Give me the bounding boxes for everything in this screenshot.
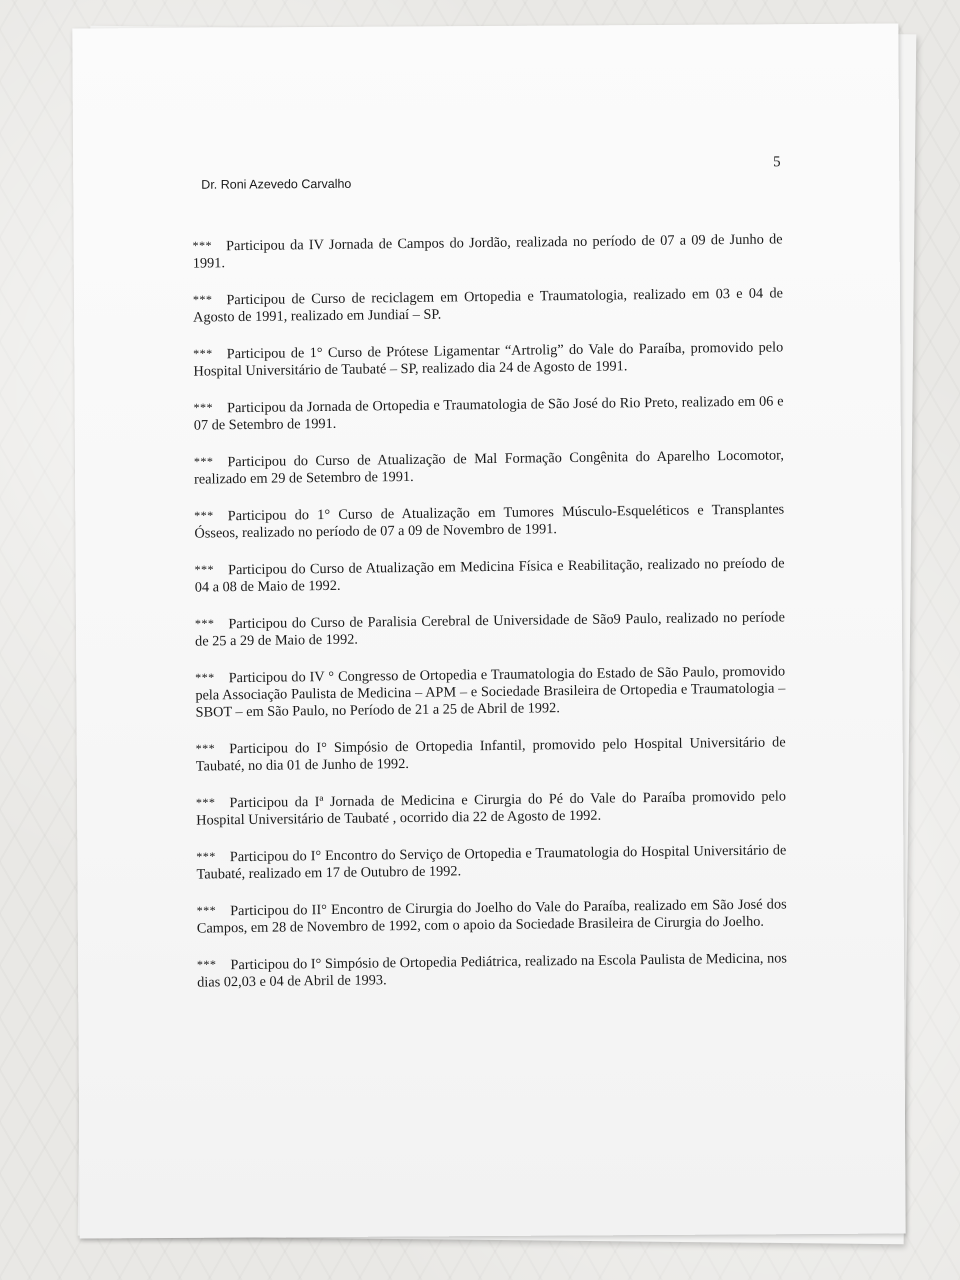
entry-item [196, 841, 786, 883]
entry-item [195, 662, 786, 721]
page-number: 5 [773, 154, 781, 171]
entry-text: Participou do 1° Curso de Atualização em Tumores Músculo-Esqueléticos e Transplantes Ósseos, realizado no período de 07 a 09 de Novembro de 1991. [194, 501, 785, 542]
entry-bullet: *** [195, 795, 216, 810]
entry-bullet: *** [196, 903, 217, 918]
entry-text: Participou da IV Jornada de Campos do Jordão, realizada no período de 07 a 09 de Junho de 1991. [192, 231, 783, 272]
entry-item [197, 895, 787, 937]
entry-item [192, 230, 782, 272]
entry-bullet: *** [195, 741, 216, 756]
entry-bullet: *** [196, 957, 217, 972]
entry-item [194, 500, 784, 542]
document-page [72, 23, 905, 1238]
author-header: Dr. Roni Azevedo Carvalho [201, 176, 352, 192]
entry-bullet: *** [193, 346, 213, 361]
entry-list [193, 232, 788, 1009]
entry-text: Participou do I° Simpósio de Ortopedia Infantil, promovido pelo Hospital Universitário de Taubaté, no dia 01 de Junho de 1992. [195, 734, 786, 775]
entry-text: Participou do Curso de Paralisia Cerebral de Universidade de São9 Paulo, realizado no període de 25 a 29 de Maio de 1992. [195, 609, 785, 650]
entry-item [193, 392, 783, 434]
entry-text: Participou da Iª Jornada de Medicina e Cirurgia do Pé do Vale do Paraíba promovido pelo Hospital Universitário de Taubaté , ocorrido dia 22 de Agosto de 1992. [196, 788, 787, 829]
entry-text: Participou do IV ° Congresso de Ortopedia e Traumatologia do Estado de São Paulo, promovido pela Associação Paulista de Medicina – APM – e Sociedade Brasileira de Ortopedia e Traumatologia – SBOT – em São Paulo, no Período de 21 a 25 de Abril de 1992. [195, 663, 786, 721]
entry-text: Participou do II° Encontro de Cirurgia do Joelho do Vale do Paraíba, realizado em São José dos Campos, em 28 de Novembro de 1992, com o apoio da Sociedade Brasileira de Cirurgia do Joelho. [196, 896, 787, 937]
entry-bullet: *** [193, 400, 214, 415]
entry-bullet: *** [192, 238, 213, 253]
entry-bullet: *** [193, 454, 214, 469]
entry-item [193, 284, 783, 326]
entry-bullet: *** [194, 616, 215, 631]
entry-bullet: *** [194, 562, 215, 577]
entry-item [196, 733, 786, 775]
entry-item [194, 554, 784, 596]
entry-item [193, 338, 783, 380]
entry-text: Participou do Curso de Atualização em Medicina Física e Reabilitação, realizado no preíodo de 04 a 08 de Maio de 1992. [194, 555, 785, 596]
entry-bullet: *** [195, 670, 215, 685]
entry-text: Participou de 1° Curso de Prótese Ligamentar “Artrolig” do Vale do Paraíba, promovido pelo Hospital Universitário de Taubaté – SP, realizado dia 24 de Agosto de 1991. [193, 339, 784, 380]
entry-text: Participou do Curso de Atualização de Mal Formação Congênita do Aparelho Locomotor, realizado em 29 de Setembro de 1991. [194, 447, 784, 488]
entry-text: Participou do I° Simpósio de Ortopedia Pediátrica, realizado na Escola Paulista de Medicina, nos dias 02,03 e 04 de Abril de 1993. [197, 950, 788, 991]
entry-item [194, 446, 784, 488]
entry-item [196, 787, 786, 829]
entry-item [197, 949, 787, 991]
entry-bullet: *** [196, 849, 216, 864]
entry-text: Participou de Curso de reciclagem em Ortopedia e Traumatologia, realizado em 03 e 04 de Agosto de 1991, realizado em Jundiaí – SP. [193, 285, 783, 326]
entry-item [195, 608, 785, 650]
entry-bullet: *** [194, 508, 214, 523]
entry-text: Participou do I° Encontro do Serviço de Ortopedia e Traumatologia do Hospital Universitário de Taubaté, realizado em 17 de Outubro de 1992. [196, 842, 787, 883]
entry-bullet: *** [192, 292, 213, 307]
entry-text: Participou da Jornada de Ortopedia e Traumatologia de São José do Rio Preto, realizado em 06 e 07 de Setembro de 1991. [193, 393, 784, 434]
